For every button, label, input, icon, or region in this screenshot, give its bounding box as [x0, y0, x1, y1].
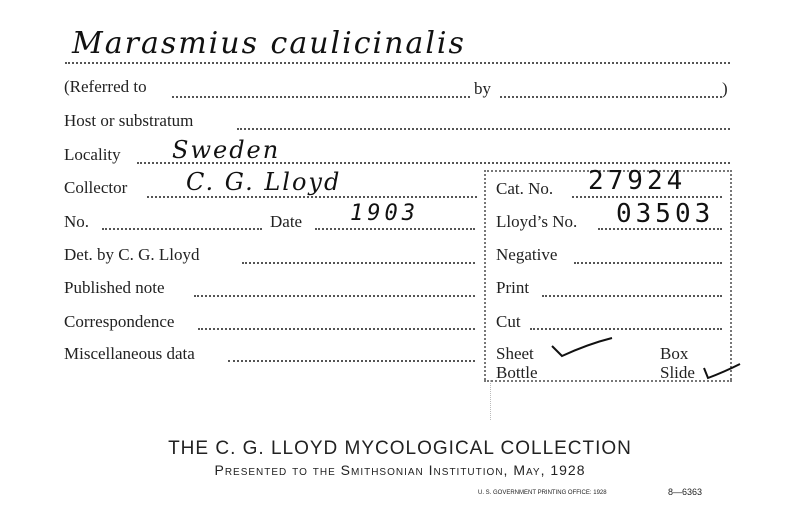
referred-to-line — [172, 96, 470, 98]
misc-label: Miscellaneous data — [64, 344, 195, 363]
cut-line — [530, 328, 722, 330]
no-line — [102, 228, 262, 230]
lloyd-no-line — [598, 228, 722, 230]
close-paren: ) — [722, 79, 728, 98]
lloyd-no-value: 03503 — [616, 199, 715, 229]
locality-label: Locality — [64, 145, 121, 164]
sheet-check-mark-icon — [548, 336, 618, 362]
host-line — [237, 128, 730, 130]
print-label: Print — [496, 278, 530, 297]
by-line — [500, 96, 722, 98]
referred-to-label: (Referred to — [64, 77, 147, 96]
box-trail — [490, 380, 491, 420]
box-label: Box — [660, 344, 689, 363]
sheet-label: Sheet — [496, 344, 534, 363]
det-label: Det. by C. G. Lloyd — [64, 245, 200, 264]
cat-no-line — [572, 196, 722, 198]
box-right — [730, 170, 732, 380]
printing-office: U. S. GOVERNMENT PRINTING OFFICE: 1928 — [478, 490, 607, 496]
footer-title: THE C. G. LLOYD MYCOLOGICAL COLLECTION — [168, 438, 632, 459]
negative-line — [574, 262, 722, 264]
print-line — [542, 295, 722, 297]
cat-no-value: 27924 — [588, 166, 687, 196]
species-name: Marasmius caulicinalis — [72, 26, 466, 61]
collector-line — [147, 196, 477, 198]
cut-label: Cut — [496, 312, 521, 331]
footer-subtitle: Presented to the Smithsonian Institution, May, 1928 — [214, 462, 586, 478]
date-label: Date — [270, 212, 303, 231]
cat-no-label: Cat. No. — [496, 179, 554, 198]
by-label: by — [474, 79, 491, 98]
correspondence-line — [198, 328, 475, 330]
form-code: 8—6363 — [668, 487, 703, 497]
slide-check-mark-icon — [700, 360, 744, 382]
published-label: Published note — [64, 278, 165, 297]
locality-value: Sweden — [172, 136, 281, 164]
published-line — [194, 295, 475, 297]
lloyd-no-label: Lloyd’s No. — [496, 212, 578, 231]
date-line — [315, 228, 475, 230]
host-label: Host or substratum — [64, 111, 194, 130]
correspondence-label: Correspondence — [64, 312, 175, 331]
box-divider — [484, 170, 486, 380]
negative-label: Negative — [496, 245, 558, 264]
bottle-label: Bottle — [496, 363, 538, 382]
collector-value: C. G. Lloyd — [186, 168, 342, 196]
date-value: 1903 — [350, 201, 419, 226]
misc-line — [228, 360, 475, 362]
species-line — [65, 62, 730, 64]
locality-line — [137, 162, 730, 164]
collector-label: Collector — [64, 178, 128, 197]
det-line — [242, 262, 475, 264]
slide-label: Slide — [660, 363, 695, 382]
no-label: No. — [64, 212, 90, 231]
